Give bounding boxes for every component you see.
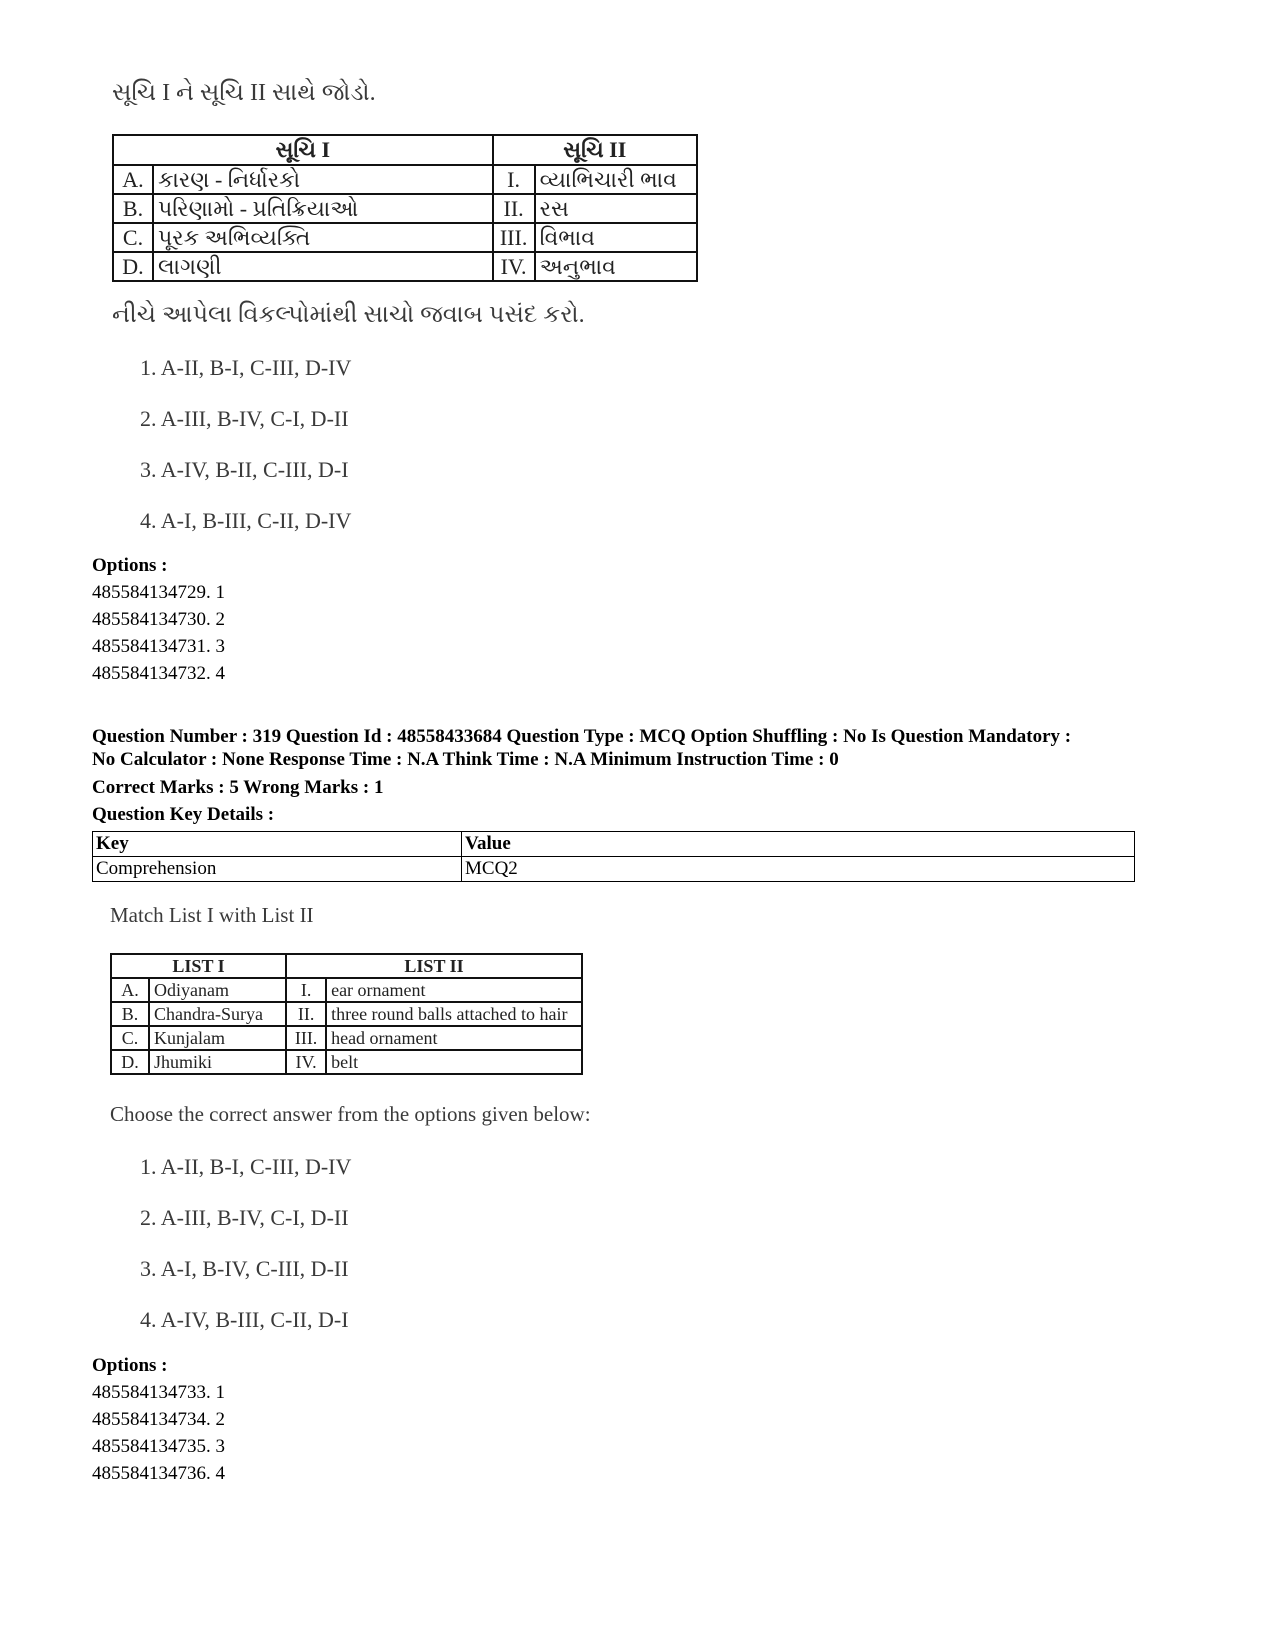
list1-item: કારણ - નિર્ધારકો [153, 165, 493, 194]
row-label: C. [113, 223, 153, 252]
list2-item: વિભાવ [535, 223, 697, 252]
q2-key-table [92, 831, 1135, 882]
q2-meta-line1: Question Number : 319 Question Id : 48558433684 Question Type : MCQ Option Shuffling : No Is Question Mandatory : [92, 726, 1072, 747]
q2-instruction: Match List I with List II [110, 903, 314, 927]
row-label: D. [111, 1050, 149, 1074]
table-row [111, 978, 582, 1002]
row-label: IV. [286, 1050, 326, 1074]
row-label: I. [493, 165, 535, 194]
q2-option-1: 485584134733. 1 [92, 1382, 225, 1403]
q2-choose-text: Choose the correct answer from the options given below: [110, 1102, 591, 1126]
table-row [93, 832, 1135, 857]
row-label: I. [286, 978, 326, 1002]
list2-item: ear ornament [326, 978, 582, 1002]
list1-item: Chandra-Surya [149, 1002, 286, 1026]
q1-option-2: 485584134730. 2 [92, 609, 225, 630]
list2-item: belt [326, 1050, 582, 1074]
table-row [113, 252, 697, 281]
table-row [111, 1026, 582, 1050]
list2-item: રસ [535, 194, 697, 223]
q1-answer-4: 4. A-I, B-III, C-II, D-IV [140, 508, 352, 533]
value-cell: MCQ2 [462, 857, 1135, 882]
key-header: Key [93, 832, 462, 857]
value-header: Value [462, 832, 1135, 857]
row-label: A. [113, 165, 153, 194]
row-label: C. [111, 1026, 149, 1050]
row-label: D. [113, 252, 153, 281]
row-label: IV. [493, 252, 535, 281]
list2-item: અનુભાવ [535, 252, 697, 281]
q1-match-table [112, 134, 698, 282]
q2-meta-line2: No Calculator : None Response Time : N.A Think Time : N.A Minimum Instruction Time : 0 [92, 749, 839, 770]
q1-option-3: 485584134731. 3 [92, 636, 225, 657]
table-row [93, 857, 1135, 882]
q2-options-label: Options : [92, 1355, 168, 1376]
q2-option-4: 485584134736. 4 [92, 1463, 225, 1484]
row-label: B. [113, 194, 153, 223]
list1-item: પરિણામો - પ્રતિક્રિયાઓ [153, 194, 493, 223]
q1-list2-header: સૂચિ II [493, 135, 697, 165]
q1-option-1: 485584134729. 1 [92, 582, 225, 603]
q2-list1-header: LIST I [111, 954, 286, 978]
q1-answer-2: 2. A-III, B-IV, C-I, D-II [140, 406, 349, 431]
table-row [111, 1002, 582, 1026]
q1-option-4: 485584134732. 4 [92, 663, 225, 684]
row-label: III. [286, 1026, 326, 1050]
q1-answer-3: 3. A-IV, B-II, C-III, D-I [140, 457, 349, 482]
row-label: II. [493, 194, 535, 223]
q2-list2-header: LIST II [286, 954, 582, 978]
row-label: II. [286, 1002, 326, 1026]
row-label: B. [111, 1002, 149, 1026]
q2-match-table [110, 953, 583, 1075]
row-label: A. [111, 978, 149, 1002]
q2-answer-2: 2. A-III, B-IV, C-I, D-II [140, 1205, 349, 1230]
q2-option-2: 485584134734. 2 [92, 1409, 225, 1430]
row-label: III. [493, 223, 535, 252]
table-row [113, 223, 697, 252]
q2-option-3: 485584134735. 3 [92, 1436, 225, 1457]
q2-key-details-label: Question Key Details : [92, 804, 275, 825]
list2-item: three round balls attached to hair [326, 1002, 582, 1026]
q1-instruction: સૂચિ I ને સૂચિ II સાથે જોડો. [112, 80, 376, 106]
q1-options-label: Options : [92, 555, 168, 576]
list2-item: head ornament [326, 1026, 582, 1050]
q2-answer-1: 1. A-II, B-I, C-III, D-IV [140, 1154, 352, 1179]
list1-item: Jhumiki [149, 1050, 286, 1074]
list2-item: વ્યાભિચારી ભાવ [535, 165, 697, 194]
list1-item: લાગણી [153, 252, 493, 281]
q2-answer-3: 3. A-I, B-IV, C-III, D-II [140, 1256, 349, 1281]
q1-choose-text: નીચે આપેલા વિકલ્પોમાંથી સાચો જવાબ પસંદ કરો. [112, 302, 585, 328]
q2-answer-4: 4. A-IV, B-III, C-II, D-I [140, 1307, 349, 1332]
table-row [113, 165, 697, 194]
list1-item: પૂરક અભિવ્યક્તિ [153, 223, 493, 252]
table-row [111, 1050, 582, 1074]
list1-item: Odiyanam [149, 978, 286, 1002]
q1-list1-header: સૂચિ I [113, 135, 493, 165]
q2-marks: Correct Marks : 5 Wrong Marks : 1 [92, 777, 384, 798]
list1-item: Kunjalam [149, 1026, 286, 1050]
table-row [113, 194, 697, 223]
key-cell: Comprehension [93, 857, 462, 882]
q1-answer-1: 1. A-II, B-I, C-III, D-IV [140, 355, 352, 380]
